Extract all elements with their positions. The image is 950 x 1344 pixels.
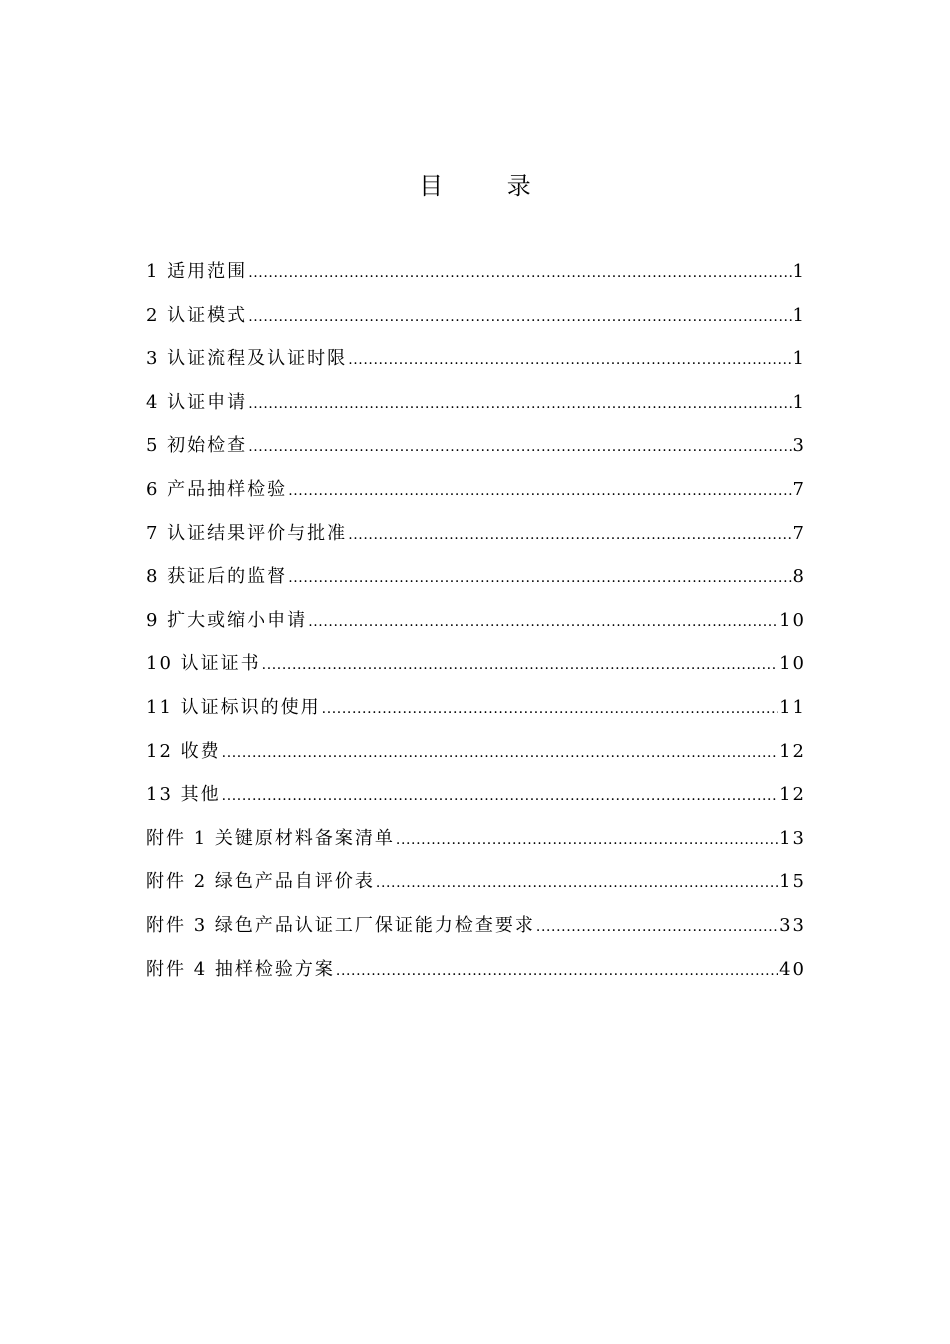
toc-entry-page: 3 <box>792 435 806 457</box>
toc-entry-label: 7 认证结果评价与批准 <box>146 522 348 544</box>
table-of-contents <box>146 257 806 998</box>
toc-entry[interactable] <box>146 301 806 345</box>
toc-entry[interactable] <box>146 867 806 911</box>
toc-entry-label: 1 适用范围 <box>146 261 248 282</box>
toc-entry-page: 12 <box>779 740 806 762</box>
toc-entry-label: 3 认证流程及认证时限 <box>146 348 348 370</box>
dot-leader <box>288 563 791 593</box>
dot-leader <box>288 476 791 506</box>
toc-entry-label: 10 认证证书 <box>146 653 261 675</box>
toc-entry-page: 13 <box>779 827 806 849</box>
dot-leader <box>336 956 778 986</box>
toc-entry[interactable] <box>146 606 806 650</box>
dot-leader <box>308 607 778 637</box>
dot-leader <box>248 432 791 462</box>
toc-entry-label: 2 认证模式 <box>146 304 248 326</box>
dot-leader <box>248 258 791 288</box>
toc-entry-label: 12 收费 <box>146 740 221 762</box>
dot-leader <box>536 912 778 942</box>
dot-leader <box>222 781 778 811</box>
toc-entry[interactable] <box>146 257 806 301</box>
toc-entry-page: 40 <box>779 958 806 980</box>
toc-entry[interactable] <box>146 562 806 606</box>
toc-entry-label: 附件 1 关键原材料备案清单 <box>146 827 395 849</box>
toc-entry-page: 7 <box>792 522 806 544</box>
toc-entry[interactable] <box>146 955 806 999</box>
toc-entry[interactable] <box>146 693 806 737</box>
toc-entry-label: 13 其他 <box>146 784 221 806</box>
toc-entry[interactable] <box>146 475 806 519</box>
toc-entry-label: 4 认证申请 <box>146 391 248 413</box>
toc-entry-label: 附件 4 抽样检验方案 <box>146 958 335 980</box>
toc-entry[interactable] <box>146 824 806 868</box>
toc-entry-page: 1 <box>792 261 806 282</box>
toc-entry-page: 7 <box>792 478 806 500</box>
toc-entry-page: 11 <box>779 696 806 718</box>
dot-leader <box>348 520 791 550</box>
toc-entry-label: 附件 2 绿色产品自评价表 <box>146 871 375 893</box>
toc-entry-page: 10 <box>779 609 806 631</box>
toc-entry[interactable] <box>146 431 806 475</box>
toc-entry[interactable] <box>146 780 806 824</box>
toc-entry[interactable] <box>146 737 806 781</box>
toc-entry-page: 10 <box>779 653 806 675</box>
dot-leader <box>376 868 778 898</box>
toc-title: 目 录 <box>419 172 559 200</box>
toc-entry[interactable] <box>146 911 806 955</box>
toc-entry[interactable] <box>146 649 806 693</box>
toc-entry-label: 8 获证后的监督 <box>146 566 288 588</box>
toc-entry-label: 11 认证标识的使用 <box>146 696 321 718</box>
dot-leader <box>348 345 791 375</box>
toc-entry-label: 5 初始检查 <box>146 435 248 457</box>
dot-leader <box>262 650 778 680</box>
toc-entry-label: 6 产品抽样检验 <box>146 478 288 500</box>
toc-entry[interactable] <box>146 519 806 563</box>
toc-entry-page: 1 <box>792 348 806 370</box>
dot-leader <box>322 694 778 724</box>
toc-entry-page: 1 <box>792 391 806 413</box>
toc-entry-page: 8 <box>792 566 806 588</box>
toc-entry-page: 12 <box>779 784 806 806</box>
toc-entry-page: 33 <box>779 914 806 936</box>
dot-leader <box>248 389 791 419</box>
dot-leader <box>396 825 778 855</box>
dot-leader <box>222 738 778 768</box>
dot-leader <box>248 302 791 332</box>
toc-entry-label: 附件 3 绿色产品认证工厂保证能力检查要求 <box>146 914 535 936</box>
toc-entry[interactable] <box>146 388 806 432</box>
toc-entry-page: 15 <box>779 871 806 893</box>
toc-entry[interactable] <box>146 344 806 388</box>
toc-entry-page: 1 <box>792 304 806 326</box>
toc-entry-label: 9 扩大或缩小申请 <box>146 609 308 631</box>
